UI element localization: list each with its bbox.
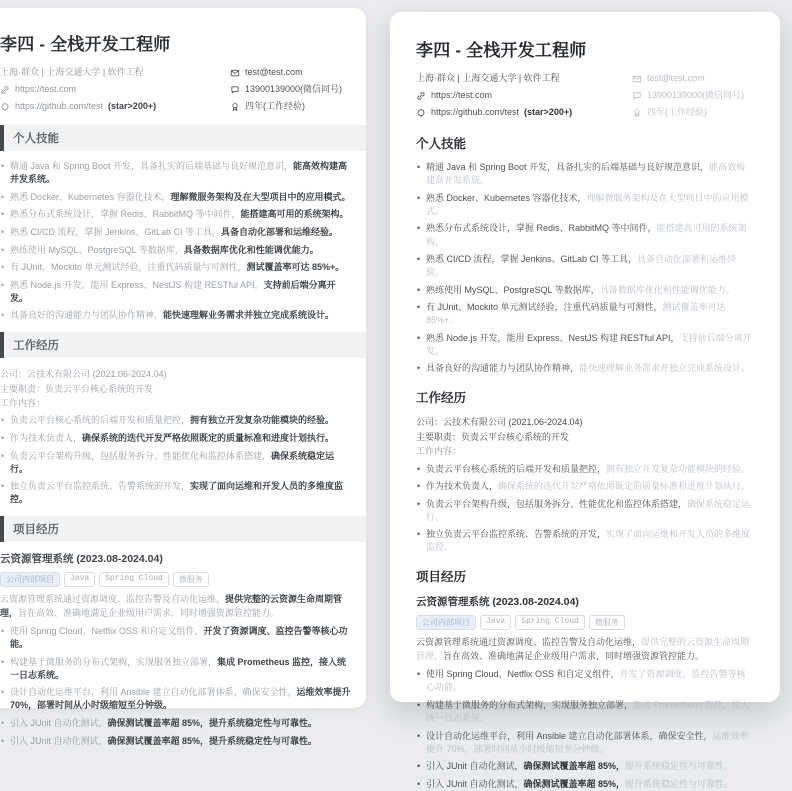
text-segment: 提升系统稳定性与可靠性。 — [625, 761, 734, 772]
projects-list — [0, 625, 352, 747]
text-segment: 旨在高效、准确地满足企业级用户需求，同时增强资源管控能力。 — [443, 650, 705, 661]
text-segment: 云资源管理系统通过资源调度、监控告警及自动化运维， — [0, 594, 226, 605]
text-segment: 具备良好的沟通能力与团队协作精神， — [426, 363, 580, 374]
contact-experience — [230, 98, 352, 115]
text-segment: 设计自动化运维平台，利用 Ansible 建立自动化部署体系，确保安全性， — [10, 687, 297, 698]
project-item — [416, 760, 754, 773]
project-tag: Java — [64, 572, 95, 587]
text-segment: 开发了资源调度、监控告警等核心功能。 — [10, 626, 348, 650]
text-segment: 构建基于微服务的分布式架构，实现服务独立部署， — [426, 699, 634, 710]
section-header-skills: 个人技能 — [416, 137, 467, 152]
website-link[interactable] — [416, 87, 632, 104]
section-header-skills: 个人技能 — [0, 125, 366, 151]
text-segment: 熟悉 Docker、Kubernetes 容器化技术， — [10, 191, 171, 202]
github-icon — [416, 108, 426, 118]
link-icon — [416, 91, 426, 101]
project-item — [0, 656, 352, 682]
skill-item — [416, 362, 754, 375]
skill-item — [416, 253, 754, 279]
text-segment: 精通 Java 和 Spring Boot 开发，具备扎实的后端基础与良好规范意识， — [10, 161, 294, 172]
section-header-projects: 项目经历 — [0, 516, 366, 542]
work-list — [0, 414, 352, 506]
text-segment: 确保测试覆盖率超 85%， — [107, 735, 210, 746]
text-segment: 熟悉 CI/CD 流程，掌握 Jenkins、GitLab CI 等工具， — [426, 254, 638, 265]
link-star-badge: (star>200+) — [108, 101, 157, 112]
text-segment: 测试覆盖率可达 85%+。 — [426, 302, 726, 326]
job-line-0: 公司：云技术有限公司 (2021.06-2024.04) — [416, 417, 583, 428]
resume-meta — [416, 70, 754, 121]
text-segment: 负责云平台架构升级，包括服务拆分、性能优化和监控体系搭建， — [426, 498, 688, 509]
skills-list — [0, 160, 352, 322]
link-icon — [0, 85, 10, 95]
section-header-work: 工作经历 — [0, 332, 366, 358]
skill-item — [0, 244, 352, 257]
project-title: 云资源管理系统 (2023.08-2024.04) — [416, 596, 579, 609]
text-segment: 具备自动化部署和运维经验。 — [221, 226, 339, 237]
text-segment: 运维效率提升 70%，部署时间从小时级缩短至分钟级。 — [426, 730, 749, 754]
skill-item — [416, 192, 754, 218]
resume-title: 李四 - 全栈开发工程师 — [416, 41, 587, 60]
text-segment: 确保系统的迭代开发严格依照既定的质量标准和进度计划执行。 — [498, 481, 751, 492]
badge-icon — [632, 108, 642, 118]
skill-item — [416, 222, 754, 248]
work-list — [416, 463, 754, 555]
project-description — [416, 636, 754, 663]
job-line-2: 工作内容： — [416, 446, 462, 457]
text-segment: 云资源管理系统通过资源调度、监控告警及自动化运维， — [416, 637, 642, 648]
skills-list — [416, 161, 754, 375]
job-line-0: 公司：云技术有限公司 (2021.06-2024.04) — [0, 369, 167, 380]
project-tags — [416, 615, 754, 630]
project-item — [0, 686, 352, 712]
project-tag: Spring Cloud — [515, 615, 585, 630]
contact-email — [230, 64, 352, 81]
link-text: https://test.com — [431, 90, 493, 101]
contact-text: 13900139000(微信同号) — [245, 84, 343, 95]
text-segment: 熟悉 Node.js 开发，能用 Express、NestJS 构建 RESTful API， — [10, 279, 264, 290]
skill-item — [416, 161, 754, 187]
job-line-2: 工作内容： — [0, 398, 46, 409]
link-text: https://github.com/test — [431, 107, 520, 118]
mail-icon — [632, 74, 642, 84]
contact-experience — [632, 104, 754, 121]
section-header-work: 工作经历 — [416, 391, 467, 406]
text-segment: 集成 Prometheus 监控，接入统一日志系统。 — [10, 656, 347, 680]
contact-email — [632, 70, 754, 87]
work-item — [0, 414, 352, 427]
text-segment: 支持前后端分离开发。 — [426, 332, 752, 356]
text-segment: 提升系统稳定性与可靠性。 — [625, 778, 734, 789]
text-segment: 负责云平台核心系统的后端开发和质量把控， — [10, 415, 191, 426]
skill-item — [416, 284, 754, 297]
project-tags — [0, 572, 352, 587]
text-segment: 能快速理解业务需求并独立完成系统设计。 — [579, 363, 751, 374]
project-tag: 公司内部项目 — [416, 615, 476, 630]
text-segment: 负责云平台架构升级，包括服务拆分、性能优化和监控体系搭建， — [10, 450, 272, 461]
project-item — [416, 778, 754, 791]
project-item — [416, 668, 754, 694]
section-header-projects: 项目经历 — [416, 570, 467, 585]
badge-icon — [230, 102, 240, 112]
project-item — [0, 735, 352, 748]
text-segment: 理解微服务架构及在大型项目中的应用模式。 — [426, 192, 749, 216]
skill-item — [0, 208, 352, 221]
chat-icon — [632, 91, 642, 101]
job-line-1: 主要职责：负责云平台核心系统的开发 — [416, 431, 570, 442]
project-tag: Java — [480, 615, 511, 630]
text-segment: 提供完整的云资源生命周期管理， — [416, 637, 750, 661]
text-segment: 作为技术负责人， — [10, 432, 83, 443]
text-segment: 构建基于微服务的分布式架构，实现服务独立部署， — [10, 656, 218, 667]
text-segment: 作为技术负责人， — [426, 481, 499, 492]
text-segment: 具备自动化部署和运维经验。 — [426, 254, 737, 278]
resume-card-right — [390, 12, 780, 789]
text-segment: 提供完整的云资源生命周期管理， — [0, 594, 343, 618]
work-item — [416, 480, 754, 493]
text-segment: 确保测试覆盖率超 85%， — [523, 761, 626, 772]
job-line-1: 主要职责：负责云平台核心系统的开发 — [0, 383, 154, 394]
text-segment: 引入 JUnit 自动化测试， — [426, 761, 524, 772]
text-segment: 确保测试覆盖率超 85%， — [107, 717, 210, 728]
skill-item — [416, 332, 754, 358]
text-segment: 测试覆盖率可达 85%+。 — [246, 262, 345, 273]
work-item — [416, 528, 754, 554]
work-item — [0, 480, 352, 506]
text-segment: 旨在高效、准确地满足企业级用户需求，同时增强资源管控能力。 — [18, 607, 280, 618]
skill-item — [0, 226, 352, 239]
text-segment: 能搭建高可用的系统架构。 — [426, 223, 747, 247]
project-item — [416, 699, 754, 725]
work-item — [416, 463, 754, 476]
contact-text: test@test.com — [647, 73, 705, 83]
contact-text: 13900139000(微信同号) — [647, 90, 745, 101]
text-segment: 熟悉分布式系统设计，掌握 Redis、RabbitMQ 等中间件， — [426, 223, 657, 234]
text-segment: 提升系统稳定性与可靠性。 — [209, 717, 318, 728]
text-segment: 熟悉 CI/CD 流程，掌握 Jenkins、GitLab CI 等工具， — [10, 226, 222, 237]
skill-item — [0, 309, 352, 322]
text-segment: 拥有独立开发复杂功能模块的经验。 — [606, 463, 751, 474]
text-segment: 拥有独立开发复杂功能模块的经验。 — [190, 415, 335, 426]
contact-text: 四年(工作经验) — [647, 107, 707, 118]
text-segment: 提升系统稳定性与可靠性。 — [209, 735, 318, 746]
text-segment: 熟悉分布式系统设计，掌握 Redis、RabbitMQ 等中间件， — [10, 209, 241, 220]
text-segment: 确保系统稳定运行。 — [426, 498, 751, 522]
github-link[interactable] — [416, 104, 632, 121]
text-segment: 引入 JUnit 自动化测试， — [10, 735, 108, 746]
contact-phone — [632, 87, 754, 104]
skill-item — [0, 261, 352, 274]
work-item — [0, 432, 352, 445]
text-segment: 有 JUnit、Mockito 单元测试经验，注重代码质量与可测性， — [426, 302, 663, 313]
text-segment: 使用 Spring Cloud、Netflix OSS 和自定义组件， — [10, 626, 204, 637]
text-segment: 设计自动化运维平台，利用 Ansible 建立自动化部署体系，确保安全性， — [426, 730, 713, 741]
project-tag: Spring Cloud — [99, 572, 169, 587]
text-segment: 确保测试覆盖率超 85%， — [523, 778, 626, 789]
text-segment: 能搭建高可用的系统架构。 — [240, 209, 349, 220]
link-star-badge: (star>200+) — [524, 107, 573, 118]
text-segment: 运维效率提升 70%，部署时间从小时级缩短至分钟级。 — [10, 687, 351, 711]
project-tag: 微服务 — [589, 615, 625, 630]
work-item — [0, 450, 352, 476]
text-segment: 独立负责云平台监控系统、告警系统的开发， — [10, 481, 191, 492]
project-description — [0, 593, 352, 620]
skill-item — [416, 301, 754, 327]
github-link[interactable] — [0, 98, 230, 115]
text-segment: 集成 Prometheus 监控，接入统一日志系统。 — [426, 699, 750, 724]
project-item — [0, 625, 352, 651]
text-segment: 具备数据库优化和性能调优能力。 — [599, 284, 735, 295]
text-segment: 开发了资源调度、监控告警等核心功能。 — [426, 669, 746, 693]
text-segment: 有 JUnit、Mockito 单元测试经验，注重代码质量与可测性， — [10, 262, 247, 273]
project-tag: 微服务 — [173, 572, 209, 587]
resume-title: 李四 - 全栈开发工程师 — [0, 35, 171, 54]
github-icon — [0, 102, 10, 112]
text-segment: 具备良好的沟通能力与团队协作精神， — [10, 310, 164, 321]
text-segment: 能高效构建高并发系统。 — [10, 161, 348, 185]
projects-list — [416, 668, 754, 790]
contact-text: test@test.com — [245, 67, 303, 77]
resume-meta-left — [416, 70, 632, 121]
mail-icon — [230, 68, 240, 78]
text-segment: 支持前后端分离开发。 — [10, 279, 336, 303]
text-segment: 能快速理解业务需求并独立完成系统设计。 — [163, 310, 335, 321]
skill-item — [0, 279, 352, 305]
skill-item — [0, 160, 352, 186]
link-text: https://github.com/test — [15, 101, 104, 112]
text-segment: 熟练使用 MySQL、PostgreSQL 等数据库， — [10, 244, 184, 255]
text-segment: 确保系统的迭代开发严格依照既定的质量标准和进度计划执行。 — [82, 432, 335, 443]
resume-subtitle: 上海·群众 | 上海交通大学 | 软件工程 — [416, 73, 560, 83]
project-item — [416, 730, 754, 756]
website-link[interactable] — [0, 81, 230, 98]
link-text: https://test.com — [15, 84, 77, 95]
text-segment: 确保系统稳定运行。 — [10, 450, 335, 474]
text-segment: 引入 JUnit 自动化测试， — [10, 717, 108, 728]
text-segment: 能高效构建高并发系统。 — [426, 162, 746, 186]
text-segment: 具备数据库优化和性能调优能力。 — [183, 244, 319, 255]
text-segment: 熟悉 Node.js 开发，能用 Express、NestJS 构建 RESTful API， — [426, 332, 680, 343]
resume-meta-contacts — [230, 64, 352, 115]
skill-item — [0, 191, 352, 204]
chat-icon — [230, 85, 240, 95]
project-item — [0, 717, 352, 730]
text-segment: 引入 JUnit 自动化测试， — [426, 778, 524, 789]
resume-meta-left — [0, 64, 230, 115]
text-segment: 负责云平台核心系统的后端开发和质量把控， — [426, 463, 607, 474]
text-segment: 实现了面向运维和开发人员的多维度监控。 — [10, 481, 344, 505]
text-segment: 实现了面向运维和开发人员的多维度监控。 — [426, 529, 751, 553]
text-segment: 使用 Spring Cloud、Netflix OSS 和自定义组件， — [426, 669, 620, 680]
project-title: 云资源管理系统 (2023.08-2024.04) — [0, 553, 163, 566]
text-segment: 熟悉 Docker、Kubernetes 容器化技术， — [426, 192, 587, 203]
work-item — [416, 498, 754, 524]
text-segment: 精通 Java 和 Spring Boot 开发，具备扎实的后端基础与良好规范意识， — [426, 162, 710, 173]
project-tag: 公司内部项目 — [0, 572, 60, 587]
contact-text: 四年(工作经验) — [245, 101, 305, 112]
contact-phone — [230, 81, 352, 98]
resume-meta-contacts — [632, 70, 754, 121]
text-segment: 熟练使用 MySQL、PostgreSQL 等数据库， — [426, 284, 600, 295]
resume-meta — [0, 64, 352, 115]
resume-subtitle: 上海·群众 | 上海交通大学 | 软件工程 — [0, 67, 144, 77]
text-segment: 独立负责云平台监控系统、告警系统的开发， — [426, 529, 607, 540]
resume-card-left — [0, 8, 366, 746]
text-segment: 理解微服务架构及在大型项目中的应用模式。 — [170, 191, 351, 202]
